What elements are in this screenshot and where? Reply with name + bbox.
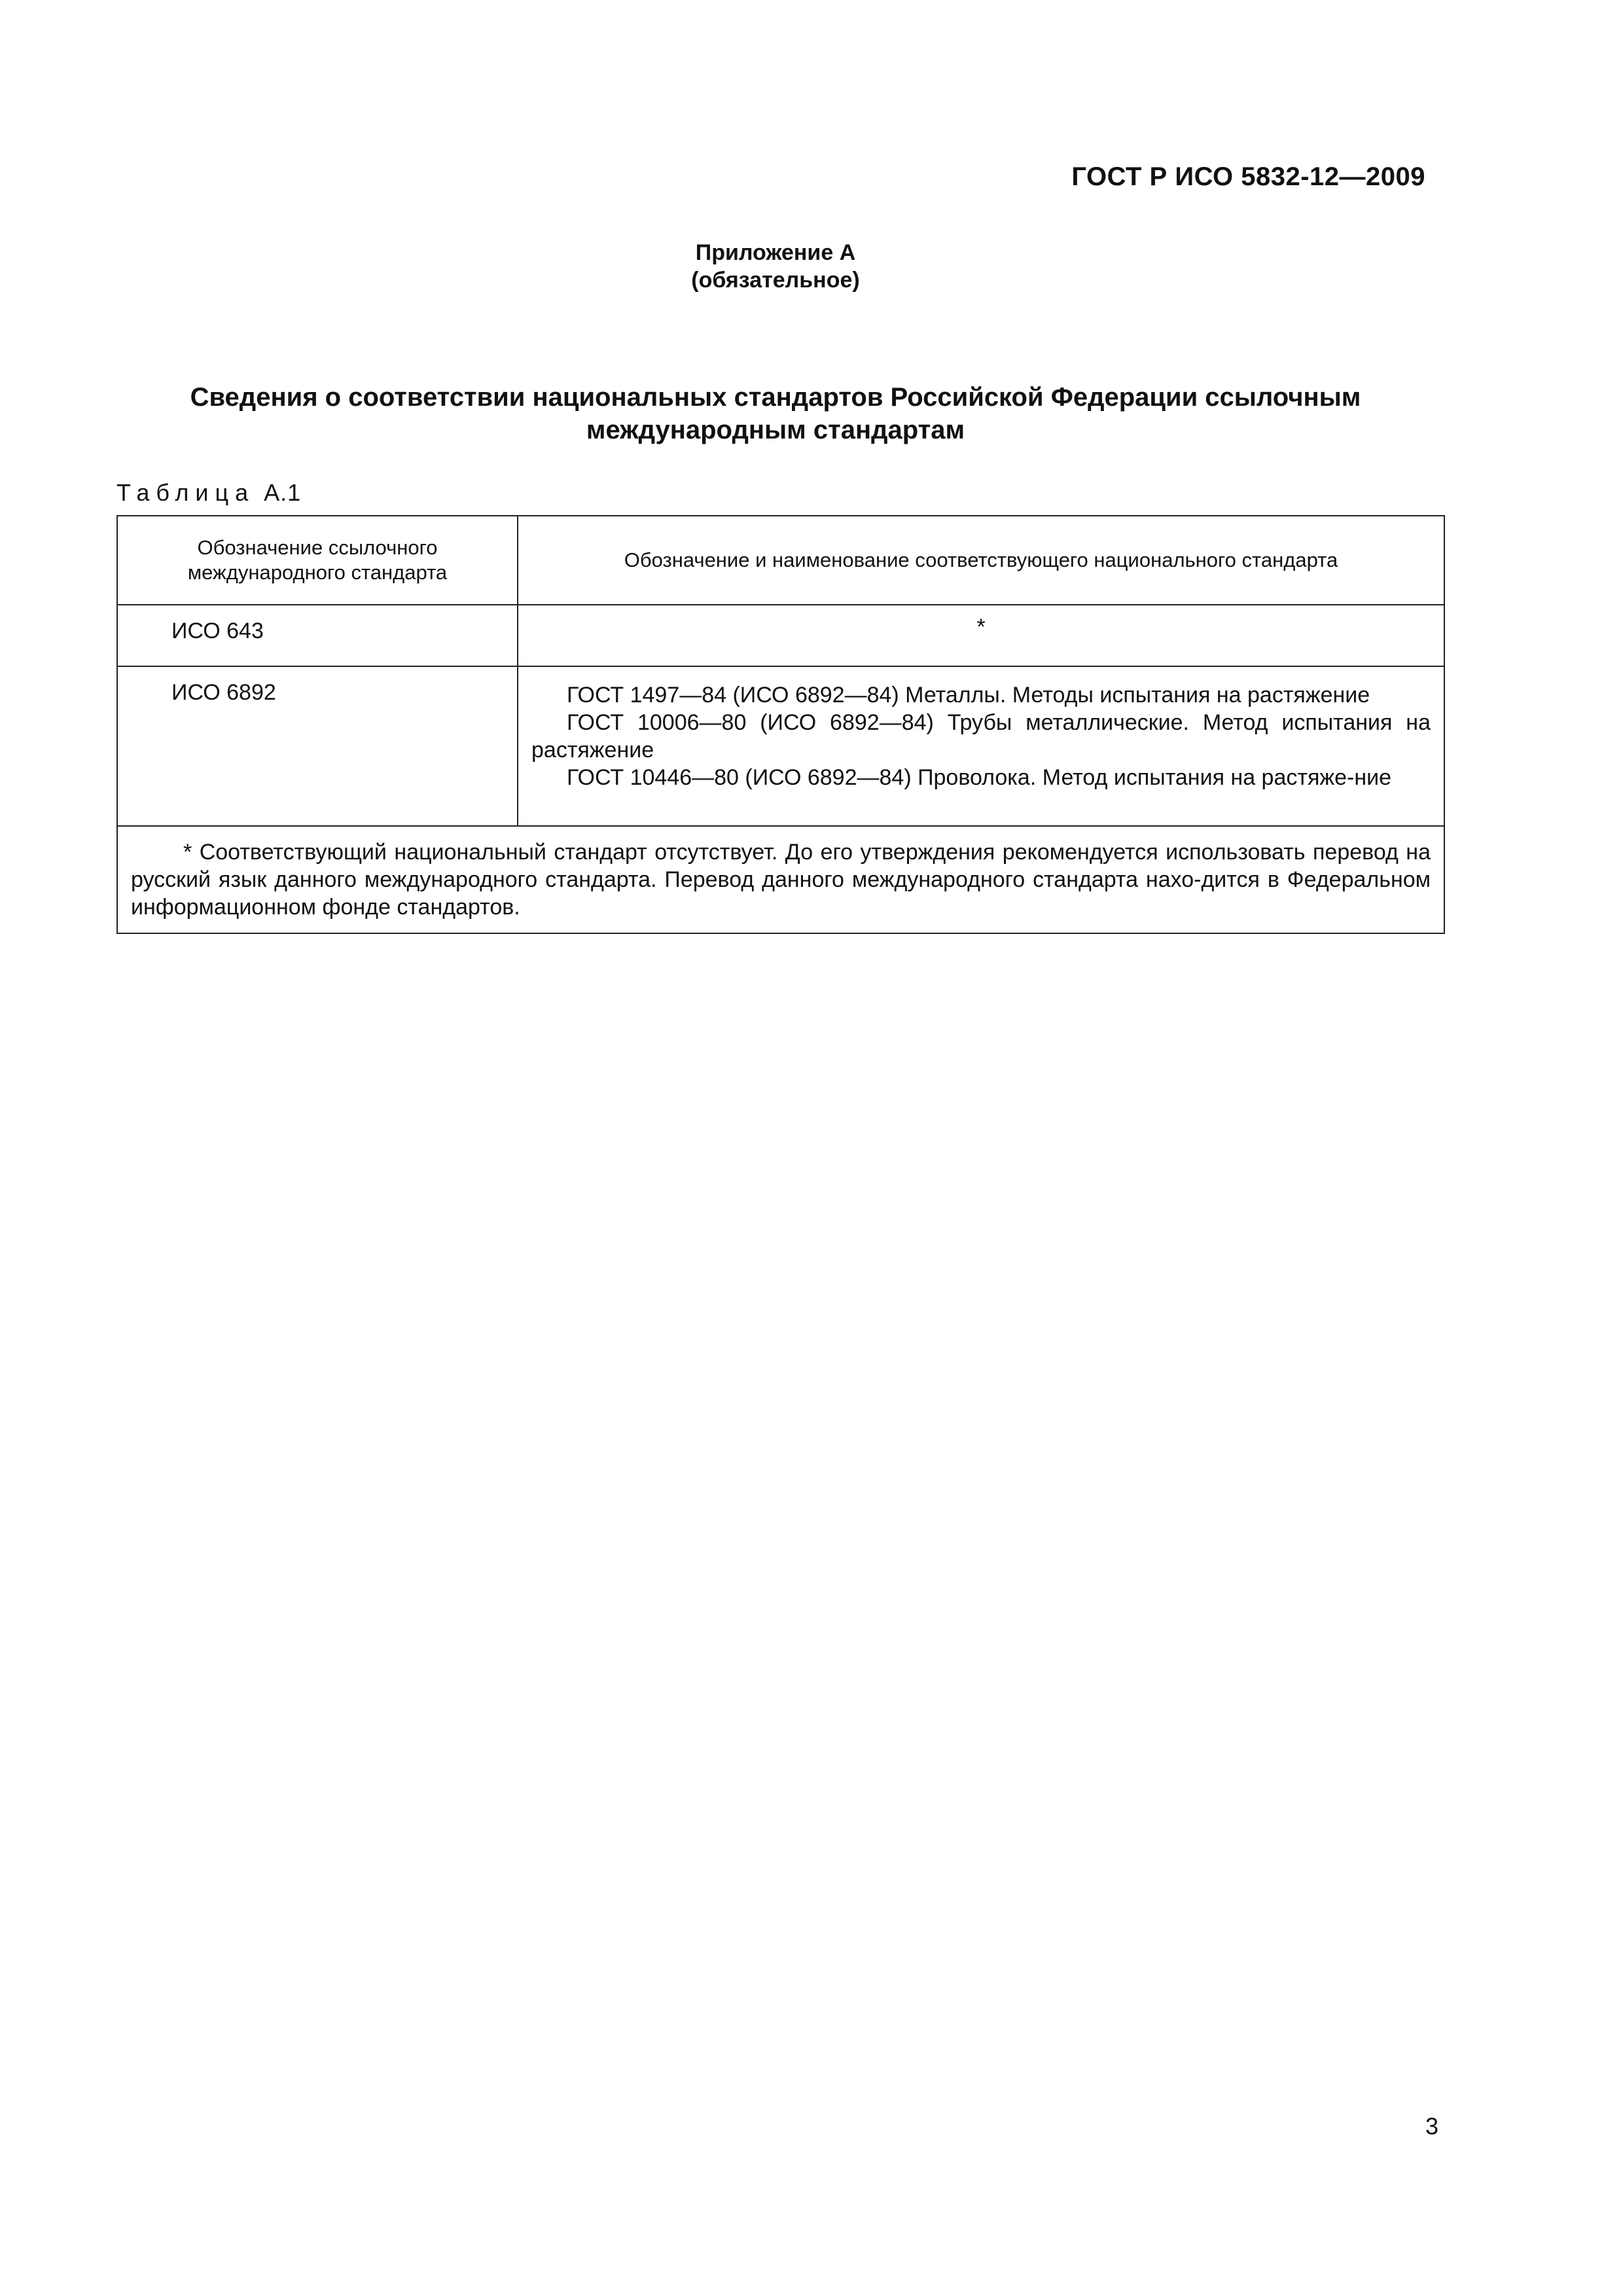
annex-status: (обязательное) (691, 268, 860, 293)
section-title (118, 381, 1433, 446)
table-caption-number: А.1 (264, 479, 302, 506)
header-intl-line-1: Обозначение ссылочного (197, 536, 438, 559)
header-intl-line-2: международного стандарта (187, 561, 448, 584)
table-header-row (117, 516, 1444, 605)
section-title-line-1: Сведения о соответствии национальных стандартов Российской Федерации ссылочным (190, 383, 1361, 412)
national-standard-cell (518, 666, 1444, 826)
table-footnote-row (117, 826, 1444, 933)
intl-standard-cell: ИСО 6892 (117, 666, 518, 826)
header-intl-standard (117, 516, 518, 605)
table-caption (116, 479, 301, 507)
header-national-standard: Обозначение и наименование соответствующего национального стандарта (518, 516, 1444, 605)
section-title-line-2: международным стандартам (586, 416, 965, 444)
page-number: 3 (1425, 2113, 1438, 2140)
table-row (117, 605, 1444, 666)
national-standard-cell: * (518, 605, 1444, 666)
table-row (117, 666, 1444, 826)
table-footnote-cell (117, 826, 1444, 933)
annex-title: Приложение А (695, 240, 856, 265)
document-code: ГОСТ Р ИСО 5832-12—2009 (1071, 162, 1425, 191)
national-standard-entry: ГОСТ 10446—80 (ИСО 6892—84) Проволока. Метод испытания на растяже-ние (567, 765, 1392, 790)
national-standard-entry: ГОСТ 10006—80 (ИСО 6892—84) Трубы металлические. Метод испытания на растяжение (531, 710, 1431, 762)
table-caption-word: Таблица (116, 479, 255, 506)
table-footnote: * Соответствующий национальный стандарт отсутствует. До его утверждения рекомендуется использовать перевод на русский язык данного международного стандарта. Перевод данного международного стандарта нахо-дится в Федеральном информационном фонде стандартов. (131, 840, 1431, 920)
reference-standards-table (116, 515, 1445, 934)
national-standard-entry: ГОСТ 1497—84 (ИСО 6892—84) Металлы. Методы испытания на растяжение (567, 683, 1370, 708)
intl-standard-cell: ИСО 643 (117, 605, 518, 666)
